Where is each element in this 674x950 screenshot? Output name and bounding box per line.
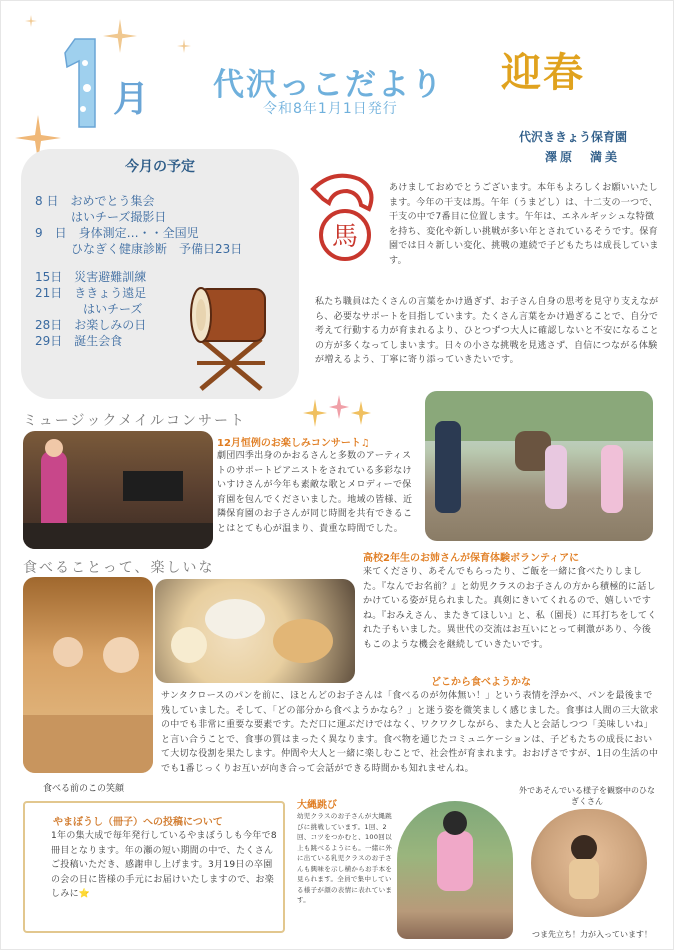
schedule-item: 9 日 身体測定…・・全国児 <box>35 226 199 240</box>
school-name: 代沢ききょう保育園 <box>519 130 628 144</box>
issue-date: 令和8年1月1日発行 <box>263 101 398 117</box>
schedule-item: 29日 誕生会食 <box>35 334 123 348</box>
jump-rope-heading: 大縄跳び <box>297 800 337 811</box>
taiko-drum-illustration <box>187 279 275 391</box>
notice-heading: やまぼうし（冊子）への投稿について <box>53 817 223 828</box>
children-eating-photo <box>23 577 153 773</box>
schedule-item: ひなぎく健康診断 予備日23日 <box>35 242 243 256</box>
sparkles-icon <box>301 391 381 431</box>
sparkle-icon <box>103 19 137 53</box>
sparkle-icon <box>177 39 191 53</box>
notice-paragraph: 1年の集大成で毎年発行しているやまぼうしも今年で8冊目となります。年の瀬の短い期間の中で、たくさんご投稿いただき、感謝申し上げます。3月19日の卒園の会の日に皆様の手元にお届けいたしますので、お楽しみに⭐ <box>51 831 277 899</box>
stamp-text: 馬 <box>331 222 359 252</box>
schedule-item: はいチーズ <box>35 302 143 316</box>
volunteer-heading: 高校2年生のお姉さんが保育体験ボランティアに <box>363 553 580 564</box>
schedule-item: 8 日 おめでとう集会 <box>35 194 155 208</box>
eating-photo-caption: 食べる前のこの笑顔 <box>43 784 125 794</box>
concert-paragraph: 劇団四季出身のかおるさんと多数のアーティストのサポートピアニストをされている多彩なけいすけさんが今年も素敵な歌とメロディーで保育園を包んでくださいました。地域の皆様、近隣保育園のお子さんが同じ時間を共有できることはとても心が温まり、貴重な時間でした。 <box>217 451 413 534</box>
author-name: 澤原 満美 <box>545 150 621 164</box>
schedule-item: はいチーズ撮影日 <box>35 210 167 224</box>
sparkle-icon <box>25 15 37 27</box>
music-section-heading: ミュージックメイルコンサート <box>23 413 247 429</box>
intro-paragraph: あけましておめでとうございます。本年もよろしくお願いいたします。今年の干支は馬。午年（うまどし）は、十二支の一つで、干支の中で7番目に位置します。午年は、エネルギッシュな特徴を持ち、変化や新しい挑戦が多い年とされているそうです。保育園では日々新しい変化、挑戦の連続で子どもたちは成長しています。 <box>389 183 659 266</box>
horse-stamp-icon <box>303 169 385 269</box>
pony-visit-photo <box>425 391 653 541</box>
doko-paragraph: サンタクロースのパンを前に、ほとんどのお子さんは「食べるのが勿体無い！」という表情を浮かべ、パンを最後まで残していました。そして、「どの部分から食べようかなら？」と迷う姿を微笑ましく感じました。食事は人間の三大欲求の中でも非常に重要な要素です。ただ口に運ぶだけではなく、ワクワクしながら、また人と会話しつつ「美味しいね」と言い合うことで、食事の質はまったく異なります。食べ物を通じたコミュニケーションは、子どもたちの成長において大切な役割を果たします。仲間や大人と一緒に楽しむことで、社会性が育まれます。おおげさですが、1日の生活の中でも1番じっくりお互いが向き合って会話ができる時間かも知れませんね。 <box>161 691 659 774</box>
schedule-item: 15日 災害避難訓練 <box>35 270 147 284</box>
eating-section-heading: 食べることって、楽しいな <box>23 560 215 576</box>
doko-heading: どこから食べようかな <box>431 677 531 688</box>
month-label: 月 <box>113 79 150 120</box>
new-year-logo: 迎春 <box>501 49 585 96</box>
baby-caption-bottom: つま先立ち！力が入っています！ <box>532 930 652 939</box>
support-paragraph: 私たち職員はたくさんの言葉をかけ過ぎず、お子さん自身の思考を見守り支えながら、必要なサポートを目指しています。たくさん言葉をかけ過ぎることで、自分で考えて行動する力が育まれるより、ひとつずつ大人に確認しないと不安になることの方が多くなってしまいます。日々の小さな挑戦を見逃さず、自信につながる体験が増えるよう、丁寧に寄り添っていきたいです。 <box>315 297 659 366</box>
newsletter-title: 代沢っこだより <box>213 67 444 103</box>
concert-photo <box>23 431 213 549</box>
schedule-list <box>35 193 243 349</box>
santa-bread-photo <box>155 579 355 683</box>
schedule-title: 今月の予定 <box>125 159 195 175</box>
schedule-item: 21日 ききょう遠足 <box>35 286 147 300</box>
jump-rope-photo <box>397 801 513 939</box>
baby-caption-top: 外であそんでいる様子を観察中のひなぎくさん <box>519 786 655 806</box>
jump-rope-paragraph: 幼児クラスのお子さんが大縄跳びに挑戦しています。1回、2回、コツをつかむと、100回以上も跳べるようにも。一緒に外に出ている乳児クラスのお子さんも興味を示し横からお手本を見られます。全員で集中している様子が顔の表情に表れています。 <box>297 812 393 904</box>
volunteer-paragraph: 来てくださり、あそんでもらったり、ご飯を一緒に食べたりしました。『なんでお名前？』と幼児クラスのお子さんの方から積極的に話しかけている姿が見られました。真剣にきいてくれるので、嬉しいですね。『おみえさん、またきてほしい』と、私（園長）に耳打ちをしてくれた子もいました。異世代の交流はお互いにとって刺激があり、今後もこのような機会を継続していきたいです。 <box>363 567 657 650</box>
concert-subheading: 12月恒例のお楽しみコンサート♫ <box>217 438 370 449</box>
baby-standing-photo <box>531 809 647 917</box>
schedule-item: 28日 お楽しみの日 <box>35 318 147 332</box>
